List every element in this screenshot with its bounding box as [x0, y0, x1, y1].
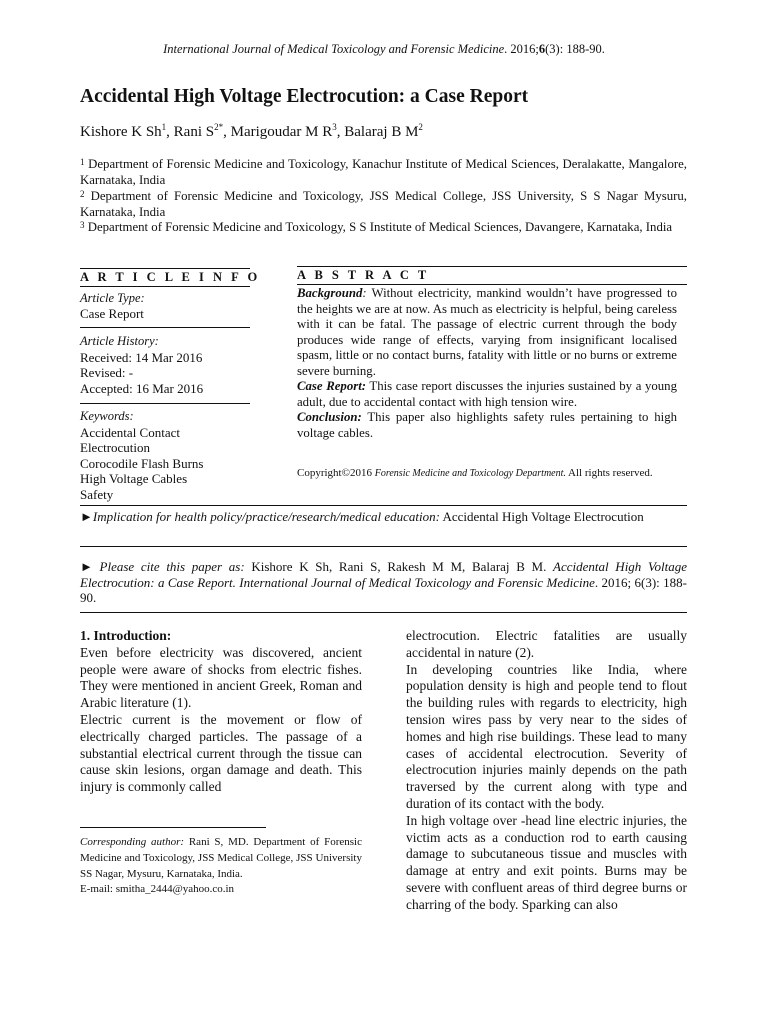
author-affiliation-mark: 1: [161, 122, 167, 132]
copyright-rights: All rights reserved.: [565, 467, 653, 479]
corresponding-email: E-mail: smitha_2444@yahoo.co.in: [80, 883, 235, 896]
author-affiliation-mark: 3: [332, 122, 337, 132]
corresponding-author: [80, 835, 362, 898]
revised-date: Revised: -: [80, 365, 134, 380]
author-separator: ,: [223, 124, 231, 140]
article-type-value: Case Report: [80, 306, 144, 321]
affiliation-mark: 3: [80, 220, 85, 230]
abstract-conclusion: [297, 410, 677, 441]
affiliation-1: [80, 157, 687, 188]
author-name: Balaraj B M: [344, 124, 419, 140]
accepted-date: Accepted: 16 Mar 2016: [80, 381, 204, 396]
body-paragraph: In developing countries like India, where population density is high and people tend to flout the building rules with regards to electricity, high tension wires pass by very near to the sides of homes and high rise buildings. These lead to many cases of accidental electrocution. Severity of electrocution injuries mainly depends on the path traversed by the current along with type and duration of its contact with the body.: [406, 661, 687, 811]
abstract-heading-rule: [297, 284, 687, 285]
conclusion-label: Conclusion:: [297, 410, 362, 424]
abstract-heading: A B S T R A C T: [297, 268, 430, 282]
article-title: Accidental High Voltage Electrocution: a Case Report: [80, 86, 529, 107]
footnote-rule: [80, 827, 266, 828]
received-date: Received: 14 Mar 2016: [80, 350, 203, 365]
citation-box: [80, 559, 687, 606]
keyword-item: Safety: [80, 487, 114, 502]
conclusion-text: This paper also highlights safety rules pertaining to high voltage cables.: [297, 410, 677, 440]
cite-tail: . 2016; 6(3): 188-90.: [80, 574, 687, 605]
abstract-top-rule: [297, 266, 687, 267]
right-column-text: [406, 628, 687, 914]
affiliation-text: Department of Forensic Medicine and Toxicology, S S Institute of Medical Sciences, Davangere, Karnataka, India: [84, 220, 673, 234]
body-paragraph: In high voltage over -head line electric injuries, the victim acts as a conduction rod to earth causing damage to subcutaneous tissue and muscles with damage at entry and exit points. Burns may be severe with confluent areas of third degree burns or charring of the body. Sparking can also: [406, 812, 687, 912]
keywords-label: Keywords:: [80, 409, 134, 423]
corresponding-label: Corresponding author:: [80, 836, 185, 848]
affiliation-text: Department of Forensic Medicine and Toxicology, JSS Medical College, JSS University, S S Nagar Mysuru, Karnataka, India: [80, 189, 687, 219]
article-history-label: Article History:: [80, 334, 159, 348]
corresponding-text: Rani S, MD. Department of Forensic Medicine and Toxicology, JSS Medical College, JSS University SS Nagar, Mysuru, Karnataka, India.: [80, 836, 362, 880]
keyword-item: Electrocution: [80, 440, 151, 455]
affiliation-3: [80, 220, 687, 236]
author-name: Rani S: [173, 124, 215, 140]
copyright-year: Copyright©2016: [297, 467, 375, 479]
implication-statement: [80, 509, 687, 525]
citation-pages: (3): 188-90.: [545, 42, 605, 56]
implication-label: Implication for health policy/practice/research/medical education:: [92, 509, 440, 524]
article-info-heading-rule: [80, 286, 250, 287]
author-name: Marigoudar M R: [230, 124, 333, 140]
info-box-bottom-rule: [80, 505, 687, 506]
implication-text: Accidental High Voltage Electrocution: [439, 509, 644, 524]
section-heading: 1. Introduction:: [80, 628, 172, 643]
keyword-item: Accidental Contact: [80, 425, 180, 440]
keyword-item: High Voltage Cables: [80, 471, 188, 486]
abstract-body: [297, 286, 677, 441]
citation-bottom-rule: [80, 612, 687, 613]
case-report-label: Case Report:: [297, 379, 367, 393]
journal-name: International Journal of Medical Toxicology and Forensic Medicine: [163, 42, 505, 56]
implication-bottom-rule: [80, 546, 687, 547]
cite-label: Please cite this paper as:: [99, 559, 245, 574]
copyright-notice: [297, 466, 677, 481]
cite-authors: Kishore K Sh, Rani S, Rakesh M M, Balaraj B M.: [244, 559, 554, 574]
abstract-background: [297, 286, 677, 379]
article-type-label: Article Type:: [80, 291, 145, 305]
article-info-heading: A R T I C L E I N F O: [80, 270, 261, 284]
background-colon: :: [362, 286, 367, 300]
case-report-text: This case report discusses the injuries sustained by a young adult, due to accidental contact with high tension wire.: [297, 379, 677, 409]
journal-citation-header: [0, 42, 768, 57]
author-affiliation-mark: 2*: [214, 122, 224, 132]
author-list: [80, 124, 423, 141]
arrow-icon: ►: [80, 509, 93, 524]
affiliation-2: [80, 189, 687, 220]
author-affiliation-mark: 2: [418, 122, 423, 132]
author-separator: ,: [336, 124, 345, 140]
affiliation-mark: 1: [80, 157, 85, 167]
history-rule: [80, 403, 250, 404]
citation-volume: 6: [538, 42, 546, 56]
intro-paragraph-1: Even before electricity was discovered, ancient people were aware of shocks from electric fishes. They were mentioned in ancient Greek, Roman and Arabic literature (1).: [80, 644, 362, 711]
introduction-section: [80, 628, 362, 796]
article-info-top-rule: [80, 268, 250, 269]
citation-year: . 2016;: [504, 42, 539, 56]
cite-title-journal: Accidental High Voltage Electrocution: a Case Report. International Journal of Medical Toxicology and Forensic Medicine: [80, 559, 687, 590]
copyright-department: Forensic Medicine and Toxicology Department.: [374, 468, 566, 479]
intro-paragraph-2: Electric current is the movement or flow of electrically charged particles. The passage of a substantial electrical current through the tissue can cause skin lesions, organ damage and death. This injury is commonly called: [80, 711, 362, 795]
background-text: Without electricity, mankind wouldn’t have progressed to the heights we are at now. As much as electricity is helpful, being careless with it can be fatal. The passage of electric current through the body produces wide range of effects, varying from insignificant localised spasm, little or no contact burns, fatality with little or no burns or extreme severe burning.: [297, 286, 677, 378]
affiliation-mark: 2: [80, 189, 85, 199]
body-paragraph: electrocution. Electric fatalities are usually accidental in nature (2).: [406, 628, 687, 660]
author-name: Kishore K Sh: [80, 124, 162, 140]
affiliation-text: Department of Forensic Medicine and Toxicology, Kanachur Institute of Medical Sciences, Deralakatte, Mangalore, Karnataka, India: [80, 157, 687, 187]
keyword-item: Corocodile Flash Burns: [80, 456, 204, 471]
article-type-rule: [80, 327, 250, 328]
abstract-case-report: [297, 379, 677, 410]
background-label: Background: [297, 286, 363, 300]
arrow-icon: ►: [80, 559, 100, 574]
author-separator: ,: [166, 124, 174, 140]
